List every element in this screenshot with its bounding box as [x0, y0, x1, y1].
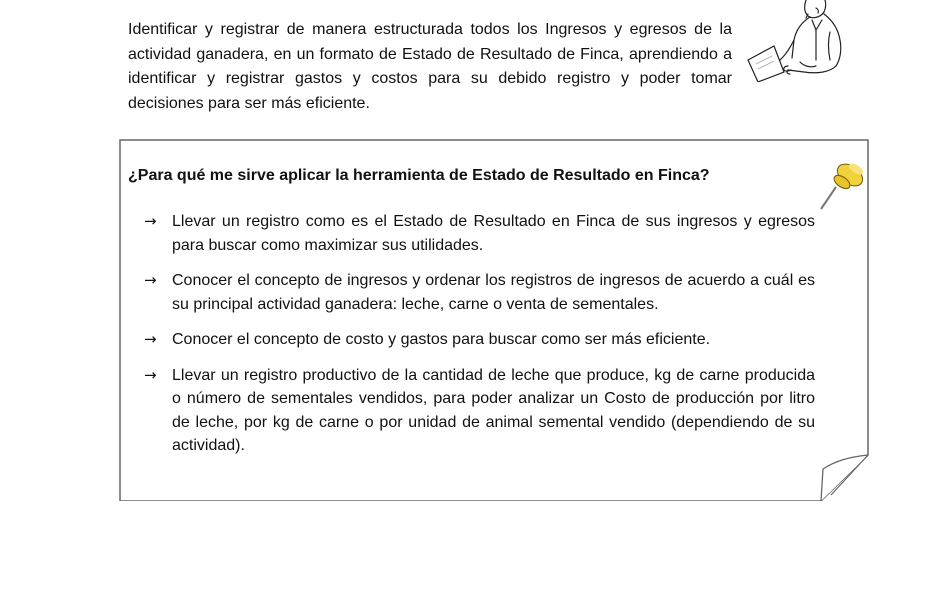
list-item-text: Conocer el concepto de costo y gastos para buscar como ser más eficiente. — [172, 331, 711, 348]
list-item — [144, 364, 815, 458]
list-item — [144, 210, 815, 257]
arrow-right-icon: → — [144, 271, 157, 289]
farmer-with-paper-icon — [744, 0, 848, 82]
arrow-right-icon: → — [144, 365, 157, 384]
arrow-right-icon: → — [144, 330, 157, 348]
list-item — [144, 328, 815, 352]
list-item-text: Llevar un registro productivo de la cantidad de leche que produce, kg de carne producida o número de sementales vendidos, para poder analizar un Costo de producción por litro de leche, por kg de carne o por unidad de animal semental vendido (dependiendo de su actividad). — [172, 366, 815, 454]
objective-paragraph: Identificar y registrar de manera estructurada todos los Ingresos y egresos de la actividad ganadera, en un formato de Estado de Resultado de Finca, aprendiendo a identificar y registrar gastos y costos para su debido registro y poder tomar decisiones para ser más eficiente. — [128, 21, 732, 112]
push-pin-icon — [818, 155, 868, 213]
note-question: ¿Para qué me sirve aplicar la herramienta de Estado de Resultado en Finca? — [128, 167, 710, 184]
list-item-text: Conocer el concepto de ingresos y ordenar los registros de ingresos de acuerdo a cuál es su principal actividad ganadera: leche, carne o venta de sementales. — [172, 272, 815, 313]
list-item-text: Llevar un registro como es el Estado de Resultado en Finca de sus ingresos y egresos para buscar como maximizar sus utilidades. — [172, 213, 815, 254]
list-item — [144, 269, 815, 316]
arrow-right-icon: → — [144, 212, 157, 230]
benefits-list — [144, 210, 815, 470]
